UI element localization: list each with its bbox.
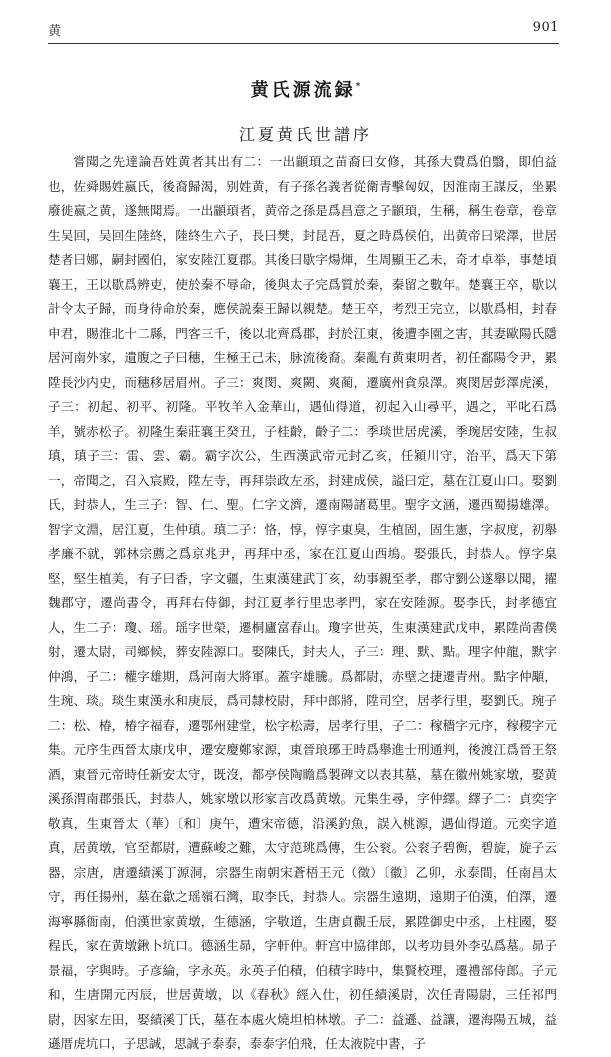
running-head-title: 黄 xyxy=(48,24,62,39)
body-text xyxy=(48,150,557,1057)
footnote-mark: * xyxy=(355,82,361,92)
article-title xyxy=(0,76,611,102)
header-rule xyxy=(48,43,559,44)
page-number: 901 xyxy=(532,20,559,35)
article-title-text: 黄氏源流録 xyxy=(250,80,356,101)
running-head xyxy=(48,20,559,42)
article-subtitle: 江夏黄氏世譜序 xyxy=(238,125,372,144)
paragraph: 嘗聞之先達論吾姓黄者其出有二：一出顓頊之苗裔曰女修，其孫大費爲伯翳，即伯益也，佐舜賜姓嬴氏，後裔歸渴，别姓黄，有子孫名義者從衛青擊匈奴，因淮南王謀反，坐累廢徙嬴之黄，遂無聞焉。一出顓頊者，黄帝之孫是爲昌意之子顓頊，生稱，稱生卷章，卷章生吴回，吴回生陸終，陸終生六子，長曰樊，封昆吾，夏之時爲侯伯，出黄帝曰梁澤，世居楚者曰娜，嗣封國伯，家安陸江夏郡。其後曰歇字煬煇，生周顯王乙未，奇才卓举，事楚頃襄王，王以歇爲辨吏，使於秦不辱命，後與太子完爲質於秦，秦留之數年。楚襄王卒，歇以計令太子歸，而身待命於秦，應侯説秦王歸以親楚。楚王卒，考烈王完立，以歇爲相，封春申君，賜淮北十二縣，門客三千，後以北齊爲郡，封於江東，後遭李園之害，其妻歐陽氏隱居河南外家，遺腹之子曰穗，生極王己未，脉流後裔。秦亂有黄東明者，初任鄱陽令尹，累陞長沙内史，而穗移居眉州。子三：爽閔、爽闕、爽蔺，遷廣州貪泉澤。爽閔居彭澤虎溪，子三：初起、初平、初隆。平牧羊入金華山，遇仙得道，初起入山尋平，遇之，平叱石爲羊，號赤松子。初隆生秦莊襄王癸丑，子桂齡，齡子二：季琰世居虎溪，季琬居安陸，生叔瑱，瑱子三：雷、雲、霸。霸字次公，生西漢武帝元封乙亥，任潁川守，治平，爲天下第一，帝聞之，召入宸殿，陞左寺，再拜崇政左丞，封建成侯，謚曰定，墓在江夏山口。娶劉氏，封恭人，生三子：智、仁、聖。仁字文濟，遷南陽諸葛里。聖字文涵，遷西蜀揚雄澤。智字文淵，居江夏，生仲瑱。瑱二子：恪，惇，惇字東臭，生植固，固生憲，字叔度，初舉孝廉不就，郭林宗薦之爲京兆尹，再拜中丞，家在江夏山西塢。娶張氏，封恭人。惇字臬堅，堅生植美，有子曰香，字文疆，生東漢建武丁亥，幼事親至孝，郡守劉公遂舉以聞，擢魏郡守，遷尚書令，再拜右侍御，封江夏孝行里忠孝門，家在安陸源。娶李氏，封孝德宜人，生二子：瓊、瑶。瑶字世榮，遷桐廬富春山。瓊字世英，生東漢建武戊申，累陞尚書僕射，遷太尉，司鄉候，葬安陸源口。娶陳氏，封夫人，子三：理、默、點。理字仲龍，默字仲鴻，子二：權字雄期，爲河南大將軍。蓋字雄騰。爲都尉，赤壁之捷遷青州。點字仲顒，生琬、琰。琰生東漢永和庚辰，爲司隸校尉，拜中郎將，陞司空，居孝行里，娶劉氏。琬子二：松、椿，椿字福春，遷鄂州建堂，松字松壽，居孝行里，子二：稼穡字元序，稼稷字元集。元序生西晉太康戊申，遷安慶鄭家源，東晉琅琊王時爲舉進士刑通判，後渡江爲晉王祭酒，東晉元帝時任新安太守，既沒，都亭侯陶瞻爲製碑文以表其墓，墓在徽州姚家墩，娶黄溪孫渭南郡張氏，封恭人，姚家墩以形家言改爲黄墩。元集生尋，字仲繹。繹子二：貞奕字敬真，生東晉太（華）〔和〕庚午，遭宋帝德，沿溪釣魚，誤入桃源，遇仙得道。元奕字道真，居黄墩，官至都尉，遭蘇峻之難，太守范珧爲傳，生公衮。公衮子碧衡，碧旋，旋子云器，宗唐，唐遷績溪丁源洞，宗器生南朝宋蒼梧王元（徵）〔徽〕乙卯，永泰間，任南昌太守，再任揚州，墓在歙之瑶嶺石灣，取李氏，封恭人。宗器生遠期，遠期子伯漢，伯澤，遷海寧縣衙南，伯漢世家黄墩，生德涵，字敬道，生唐貞觀壬辰，累陞御史中丞，上柱國，娶程氏，家在黄墩鍬卜坑口。德涵生昴，字軒仲。軒宫中協律郎，以考功員外李弘爲墓。昴子景福，字與時。子彦綸，字永英。永英子伯積，伯積字時中，集賢校理，遷禮部侍郎。子元和，生唐開元丙辰，世居黄墩，以《春秋》經入仕，初任績溪尉，次任青陽尉，三任祁門尉，因家左田，娶績溪丁氏，墓在本處火燒坦柏林墩。子二：益遜、益讓，遷海陽五城，益遜厝虎坑口，子思誠，思誠子泰泰，泰泰字伯飛，任太液院中書，子 xyxy=(48,154,557,1051)
